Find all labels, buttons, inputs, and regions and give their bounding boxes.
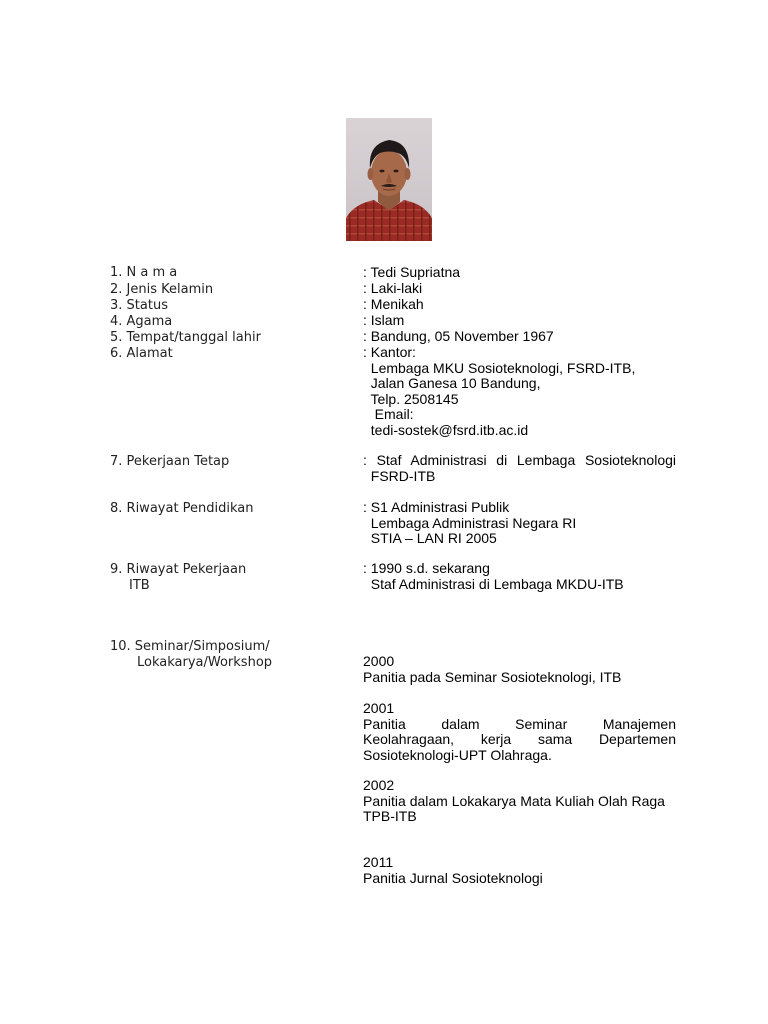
value-alamat [363,345,676,439]
alamat-line: : Kantor: [363,344,416,360]
label-seminar: 10. Seminar/Simposium/ Lokakarya/Workshop [110,639,273,670]
seminar-year: 2001 [363,700,395,716]
label-alamat: 6. Alamat [110,346,173,361]
value-status: : Menikah [363,296,424,312]
label-riwayat-pendidikan: 8. Riwayat Pendidikan [110,501,254,516]
value-pekerjaan-tetap: : Staf Administrasi di Lembaga Sosioteknologi FSRD-ITB [363,452,676,484]
alamat-line: Telp. 2508145 [363,390,459,407]
label-pekerjaan-tetap: 7. Pekerjaan Tetap [110,454,230,469]
seminar-year: 2002 [363,777,395,793]
profile-photo [346,118,432,241]
seminar-entry-2001: 2001 Panitia dalam Seminar Manajemen Keolahragaan, kerja sama Departemen Sosioteknologi-UPT Olahraga. [363,700,676,763]
alamat-email: tedi-sostek@fsrd.itb.ac.id [363,421,529,438]
label-status: 3. Status [110,298,168,313]
value-riwayat-pekerjaan: : 1990 s.d. sekarang Staf Administrasi di Lembaga MKDU-ITB [363,560,624,592]
alamat-line: Jalan Ganesa 10 Bandung, [363,375,541,392]
value-nama: : Tedi Supriatna [363,264,461,280]
seminar-entry-2000: 2000 Panitia pada Seminar Sosioteknologi, ITB [363,654,676,685]
seminar-entry-2011: 2011 Panitia Jurnal Sosioteknologi [363,855,676,886]
label-nama: 1. N a m a [110,265,178,280]
value-agama: : Islam [363,312,405,328]
alamat-line: Lembaga MKU Sosioteknologi, FSRD-ITB, [363,359,636,376]
label-agama: 4. Agama [110,314,173,329]
label-tempat-tanggal-lahir: 5. Tempat/tanggal lahir [110,330,261,345]
value-jenis-kelamin: : Laki-laki [363,280,423,296]
value-riwayat-pendidikan: : S1 Administrasi Publik Lembaga Administrasi Negara RI STIA – LAN RI 2005 [363,499,577,547]
seminar-year: 2000 [363,653,395,669]
seminar-entry-2002: 2002 Panitia dalam Lokakarya Mata Kuliah Olah Raga TPB-ITB [363,778,676,825]
label-jenis-kelamin: 2. Jenis Kelamin [110,282,214,297]
seminar-year: 2011 [363,854,394,870]
label-riwayat-pekerjaan: 9. Riwayat Pekerjaan ITB [110,562,247,593]
value-tempat-tanggal-lahir: : Bandung, 05 November 1967 [363,328,554,344]
alamat-line: Email: [363,406,414,423]
